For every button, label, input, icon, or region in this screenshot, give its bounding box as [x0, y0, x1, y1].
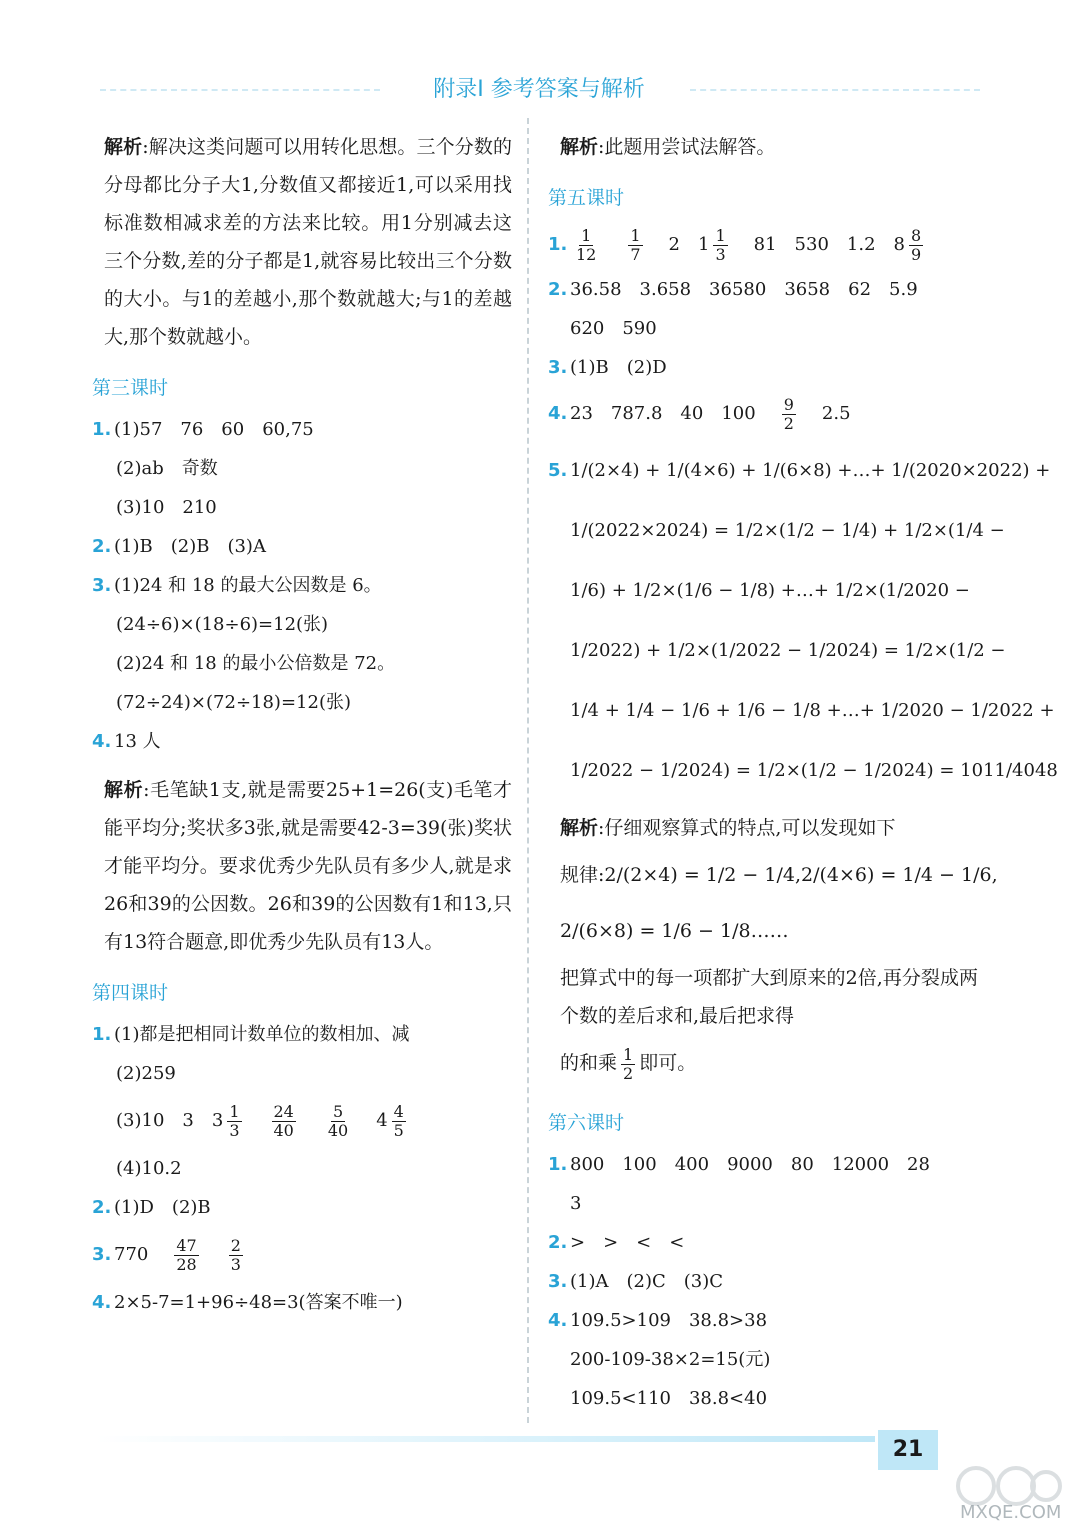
answer-text: 3 — [570, 1193, 582, 1214]
analysis-text: :仔细观察算式的特点,可以发现如下 — [598, 817, 896, 839]
question-number: 3. — [92, 1244, 112, 1265]
right-column — [548, 128, 1058, 1418]
lesson-6-q1 — [548, 1145, 978, 1184]
question-number: 4. — [548, 403, 568, 424]
answer-text: (3)10 3 3 — [116, 1110, 224, 1131]
lesson-6-q4-line3 — [548, 1379, 978, 1418]
header-title: 附录Ⅰ 参考答案与解析 — [417, 72, 660, 103]
answer-text: 13 人 — [114, 731, 161, 752]
lesson-3-q1-part3 — [92, 488, 512, 527]
formula-line: 1/(2×4) + 1/(4×6) + 1/(6×8) +…+ 1/(2020×2022) + — [570, 460, 1051, 481]
lesson-3-analysis — [92, 771, 512, 961]
lesson-4-q4 — [92, 1283, 512, 1322]
answer-text: (1)都是把相同计数单位的数相加、减 — [114, 1024, 410, 1045]
fraction: $\frac{9}{2}$ — [783, 394, 794, 433]
lesson-3-q1-part2 — [92, 449, 512, 488]
question-number: 1. — [548, 234, 568, 255]
analysis-text: :解决这类问题可以用转化思想。三个分数的分母都比分子大1,分数值又都接近1,可以采用找标准数相减求差的方法来比较。用1分别减去这三个分数,差的分子都是1,就容易比较出三个分数的大小。与1的差越小,那个数就越大;与1的差越大,那个数就越小。 — [104, 136, 512, 348]
formula-line: 1/4 + 1/4 − 1/6 + 1/6 − 1/8 +…+ 1/2020 − 1/2022 + — [570, 700, 1055, 721]
analysis-text: :毛笔缺1支,就是需要25+1=26(支)毛笔才能平均分;奖状多3张,就是需要42-3=39(张)奖状才能平均分。要求优秀少先队员有多少人,就是求26和39的公因数。26和39的公因数有1和13,只有13符合题意,即优秀少先队员有13人。 — [104, 779, 512, 953]
answer-text: (4)10.2 — [116, 1158, 182, 1179]
analysis-label: 解析 — [104, 136, 143, 158]
answer-text: (2)259 — [116, 1063, 176, 1084]
answer-text: 770 — [114, 1244, 149, 1265]
lesson-6-title: 第六课时 — [548, 1112, 625, 1134]
header-left-rule — [100, 89, 380, 91]
lesson-5-q1 — [548, 220, 978, 270]
intro-analysis — [92, 128, 512, 356]
lesson-4-q1-part4 — [92, 1149, 512, 1188]
answer-text: 200-109-38×2=15(元) — [570, 1349, 771, 1370]
answer-text: 109.5>109 38.8>38 — [570, 1310, 768, 1331]
question-number: 2. — [92, 1197, 112, 1218]
question-number: 2. — [92, 536, 112, 557]
question-number: 4. — [92, 1292, 112, 1313]
answer-text: 109.5<110 38.8<40 — [570, 1388, 768, 1409]
lesson-5-q2-line2 — [548, 309, 978, 348]
question-number: 4. — [548, 1310, 568, 1331]
fraction: $\frac{1}{3}$ — [229, 1101, 240, 1140]
lesson-3-q3-line2 — [92, 605, 512, 644]
lesson-3-q3 — [92, 566, 512, 605]
question-number: 1. — [548, 1154, 568, 1175]
answer-text: (3)10 210 — [116, 497, 217, 518]
answer-text: 81 530 1.2 8 — [753, 234, 905, 255]
analysis-label: 解析 — [104, 779, 144, 801]
lesson-4-q1-part2 — [92, 1054, 512, 1093]
lesson-6-q4 — [548, 1301, 978, 1340]
analysis-text: :此题用尝试法解答。 — [598, 136, 776, 158]
question-number: 3. — [92, 575, 112, 596]
top-analysis — [548, 128, 978, 166]
lesson-5-q3 — [548, 348, 978, 387]
lesson-5-analysis-line2: 规律:2/(2×4) = 1/2 − 1/4,2/(4×6) = 1/4 − 1/6, — [560, 864, 998, 886]
lesson-4-q1-part3 — [92, 1093, 512, 1149]
lesson-4-q3 — [92, 1227, 512, 1283]
question-number: 5. — [548, 460, 568, 481]
fraction: $\frac{1}{2}$ — [623, 1044, 634, 1083]
left-column — [92, 128, 512, 1322]
analysis-text: 的和乘 — [560, 1052, 618, 1074]
question-number: 1. — [92, 419, 112, 440]
lesson-6-q2 — [548, 1223, 978, 1262]
lesson-5-analysis-line4: 把算式中的每一项都扩大到原来的2倍,再分裂成两个数的差后求和,最后把求得 — [560, 967, 978, 1027]
answer-text: > > < < — [570, 1232, 685, 1253]
answer-text: (72÷24)×(72÷18)=12(张) — [116, 692, 351, 713]
formula-line: 1/(2022×2024) = 1/2×(1/2 − 1/4) + 1/2×(1/4 − — [570, 520, 1005, 541]
lesson-3-q1 — [92, 410, 512, 449]
lesson-5-q4 — [548, 387, 978, 441]
lesson-3-q3-line3 — [92, 644, 512, 683]
answer-text: 620 590 — [570, 318, 657, 339]
answer-text: (1)D (2)B — [114, 1197, 211, 1218]
lesson-4-q1 — [92, 1015, 512, 1054]
lesson-3-title: 第三课时 — [92, 377, 169, 399]
answer-text: (1)A (2)C (3)C — [570, 1271, 724, 1292]
page-number: 21 — [878, 1430, 938, 1470]
answer-text: (2)24 和 18 的最小公倍数是 72。 — [116, 653, 396, 674]
answer-text: (2)ab 奇数 — [116, 458, 218, 479]
lesson-5-analysis-line3: 2/(6×8) = 1/6 − 1/8…… — [560, 920, 789, 942]
answer-text: (1)B (2)B (3)A — [114, 536, 266, 557]
answer-text: 4 — [376, 1110, 388, 1131]
fraction: $\frac{8}{9}$ — [910, 225, 922, 264]
lesson-6-q3 — [548, 1262, 978, 1301]
lesson-3-q4 — [92, 722, 512, 761]
answer-text: 2 1 — [668, 234, 710, 255]
answer-text: 2.5 — [821, 403, 851, 424]
lesson-5-q2 — [548, 270, 978, 309]
lesson-4-q2 — [92, 1188, 512, 1227]
analysis-label: 解析 — [560, 136, 599, 158]
answer-text: (1)57 76 60 60,75 — [114, 419, 314, 440]
answer-text: 36.58 3.658 36580 3658 62 5.9 — [570, 279, 918, 300]
answer-text: (1)24 和 18 的最大公因数是 6。 — [114, 575, 382, 596]
lesson-3-q3-line4 — [92, 683, 512, 722]
question-number: 2. — [548, 279, 568, 300]
column-divider — [527, 118, 529, 1423]
formula-line: 1/2022) + 1/2×(1/2022 − 1/2024) = 1/2×(1/2 − — [570, 640, 1006, 661]
lesson-5-analysis-line1 — [548, 809, 978, 847]
lesson-4-title: 第四课时 — [92, 982, 169, 1004]
lesson-6-q4-line2 — [548, 1340, 978, 1379]
lesson-6-q1-line2 — [548, 1184, 978, 1223]
fraction: $\frac{1}{12}$ — [576, 225, 597, 264]
watermark-text: MXQE.COM — [960, 1502, 1062, 1523]
header-right-rule — [690, 89, 980, 91]
answer-text: 23 787.8 40 100 — [570, 403, 756, 424]
answer-text: 800 100 400 9000 80 12000 28 — [570, 1154, 930, 1175]
answer-text: (1)B (2)D — [570, 357, 667, 378]
question-number: 4. — [92, 731, 112, 752]
fraction: $\frac{4}{5}$ — [393, 1101, 404, 1140]
question-number: 2. — [548, 1232, 568, 1253]
fraction: $\frac{1}{3}$ — [715, 225, 726, 264]
fraction: $\frac{5}{40}$ — [327, 1101, 349, 1140]
analysis-text: 即可。 — [639, 1052, 697, 1074]
page-header — [0, 72, 1078, 106]
fraction: $\frac{47}{28}$ — [176, 1235, 197, 1274]
footer-band — [95, 1436, 875, 1442]
lesson-5-q5 — [548, 441, 1051, 501]
question-number: 3. — [548, 357, 568, 378]
lesson-5-analysis-line5 — [548, 1035, 978, 1091]
lesson-3-q2 — [92, 527, 512, 566]
formula-line: 1/2022 − 1/2024) = 1/2×(1/2 − 1/2024) = 1011/4048 — [570, 760, 1058, 781]
answer-text: 2×5-7=1+96÷48=3(答案不唯一) — [114, 1292, 403, 1313]
fraction: $\frac{24}{40}$ — [273, 1101, 294, 1140]
fraction: $\frac{2}{3}$ — [230, 1235, 241, 1274]
answer-text: (24÷6)×(18÷6)=12(张) — [116, 614, 329, 635]
analysis-label: 解析 — [560, 817, 599, 839]
question-number: 1. — [92, 1024, 112, 1045]
question-number: 3. — [548, 1271, 568, 1292]
fraction: $\frac{1}{7}$ — [630, 225, 641, 264]
formula-line: 1/6) + 1/2×(1/6 − 1/8) +…+ 1/2×(1/2020 − — [570, 580, 970, 601]
lesson-5-title: 第五课时 — [548, 187, 625, 209]
